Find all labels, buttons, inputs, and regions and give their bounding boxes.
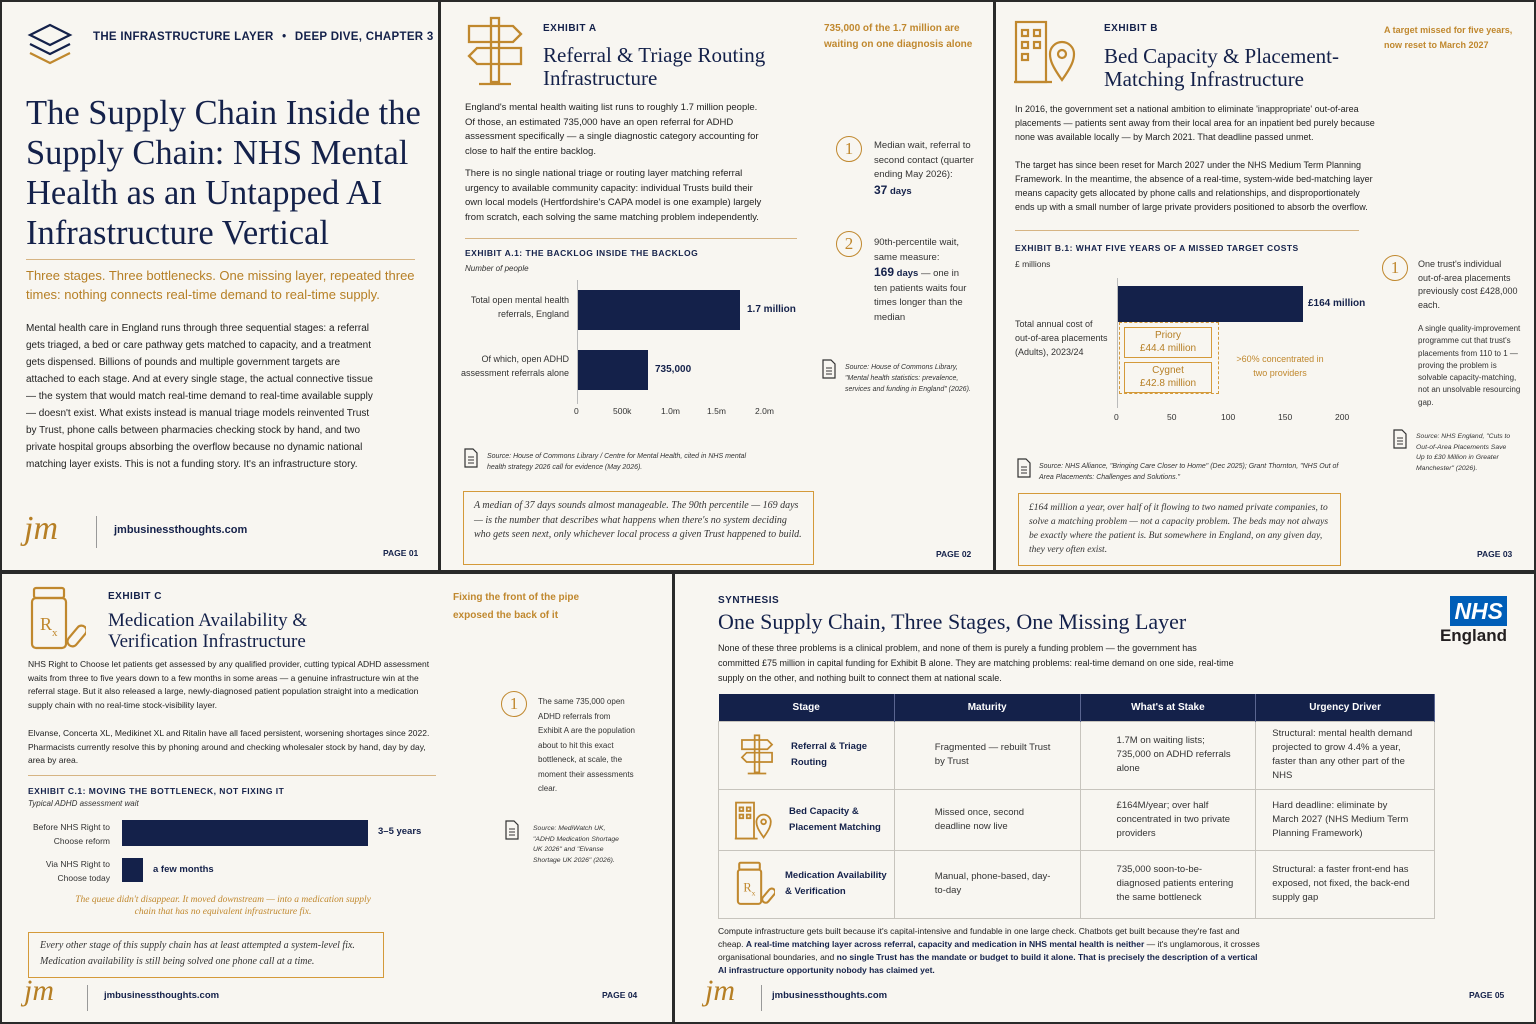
chart-bar-value-label: a few months <box>153 864 214 875</box>
synthesis-intro: None of these three problems is a clinical problem, and none of them is purely a funding problem — the government has committed £75 million in capital funding for Exhibit B alone. They are matching problems: real-time demand on one side, real-time supply on the other, and nothing built to connect them at national scale. <box>718 643 1234 683</box>
exhibit-paragraph-1: In 2016, the government set a national ambition to eliminate 'inappropriate' out-of-area placements — patients sent away from their local area for an inpatient bed purely because none was available locally — by March 2021. That deadline passed unmet. <box>1015 104 1375 142</box>
article-subtitle: Three stages. Three bottlenecks. One missing layer, repeated three times: nothing connects real-time demand to real-time supply. <box>26 268 415 302</box>
layers-logo-icon <box>26 22 74 68</box>
exhibit-paragraph-1: NHS Right to Choose let patients get assessed by any qualified provider, cutting typical ADHD assessment waits from three to five years down to a few months in some areas — a genuine infrastructure win at the referral stage. But it also released a large, newly-diagnosed patient population straight into a medication supply chain with no real-time stock-visibility layer. <box>28 659 430 710</box>
x-tick: 50 <box>1167 412 1177 422</box>
document-icon <box>821 359 837 379</box>
exhibit-title: Medication Availability & Verification Infrastructure <box>108 610 308 652</box>
table-header: Maturity <box>894 694 1080 721</box>
stage-cell <box>719 850 895 918</box>
table-header: Urgency Driver <box>1256 694 1435 721</box>
stat-number-badge: 2 <box>836 231 862 257</box>
intro-body: Mental health care in England runs through three sequential stages: a referral gets triaged, a bed or care pathway gets matched to capacity, and a treatment gets dispensed. Billions of pounds and multiple government targets are attached to each stage. And at every single stage, the actual connective tissue — the system that would match real-time demand to real-time available supply — doesn't exist. What exists instead is manual triage models reinvented Trust by Trust, phone calls between pharmacies checking stock by hand, and two private hospital groups absorbing the overflow because no dynamic national matching layer exists. This is not a funding story. It's an infrastructure story. <box>26 323 373 470</box>
signpost-icon <box>463 14 527 90</box>
stat-number-badge: 1 <box>836 136 862 162</box>
table-header: Stage <box>719 694 895 721</box>
synthesis-kicker: SYNTHESIS <box>718 595 780 606</box>
nhs-logo-text: England <box>1439 626 1507 645</box>
chart-bar-total <box>578 290 740 330</box>
stat-value: 169 <box>874 265 895 279</box>
stat-more: A single quality-improvement programme cut that trust's placements from 110 to 1 — proving the problem is solvable capacity-matching, not an unsolvable resourcing gap. <box>1418 324 1521 407</box>
margin-note: Fixing the front of the pipe exposed the back of it <box>453 592 580 621</box>
exhibit-paragraph-1: England's mental health waiting list runs to roughly 1.7 million people. Of those, an estimated 735,000 have an open referral for ADHD assessment specifically — a single diagnostic category accounting for close to half the entire backlog. <box>465 102 759 157</box>
x-tick: 200 <box>1335 412 1350 422</box>
chart-bar-total-cost <box>1118 286 1303 322</box>
chart-bar-adhd <box>578 350 648 390</box>
chart-bar-value-label: 3–5 years <box>378 826 422 837</box>
page-number: PAGE 03 <box>1477 549 1513 559</box>
breakdown-cygnet <box>1124 362 1212 393</box>
stake-cell: 1.7M on waiting lists; 735,000 on ADHD referrals alone <box>1080 721 1256 789</box>
urgency-cell: Structural: mental health demand projected to grow 4.4% a year, faster than any other part of the NHS <box>1256 721 1435 789</box>
jm-signature-logo: jm <box>705 974 735 1007</box>
exhibit-kicker: EXHIBIT A <box>543 23 597 34</box>
closing-plain: Compute infrastructure gets built because it's capital-intensive and fundable in one large check. Chatbots get built because they're fast and cheap. <box>718 926 1240 949</box>
svg-text:x: x <box>751 888 756 898</box>
table-row <box>719 850 1435 918</box>
chart-title: EXHIBIT A.1: THE BACKLOG INSIDE THE BACKLOG <box>465 248 699 258</box>
stat-text: 90th-percentile wait, same measure: <box>874 237 960 263</box>
stat-1: One trust's individual out-of-area placements previously cost £428,000 each. <box>1418 259 1518 310</box>
x-tick: 1.0m <box>661 406 680 416</box>
signpost-icon <box>735 733 779 777</box>
stage-cell <box>719 721 895 789</box>
pull-quote: A median of 37 days sounds almost manageable. The 90th percentile — 169 days — is the number that describes what happens when there's no system deciding who gets seen next, only whichever local process a given Trust happened to build. <box>463 491 814 565</box>
chart-caption: The queue didn't disappear. It moved downstream — into a medication supply chain that has no equivalent infrastructure fix. <box>75 895 371 917</box>
table-row <box>719 721 1435 789</box>
chart-source: Source: NHS Alliance, "Bringing Care Closer to Home" (Dec 2025); Grant Thornton, "NHS Out of Area Placements: Challenges and Solutions." <box>1039 463 1339 481</box>
stat-1: The same 735,000 open ADHD referrals from Exhibit A are the population about to hit this exact bottleneck, at scale, the moment their assessments clear. <box>538 697 635 793</box>
x-tick: 2.0m <box>755 406 774 416</box>
x-tick: 500k <box>613 406 632 416</box>
website-link[interactable]: jmbusinessthoughts.com <box>114 524 248 536</box>
page-number: PAGE 01 <box>383 548 419 558</box>
stage-name: Bed Capacity & Placement Matching <box>789 805 881 833</box>
exhibit-paragraph-2: There is no single national triage or routing layer matching referral urgency to available community capacity: individual Trusts build their own local models (Hertfordshire's CAPA model is one example) largely from scratch, each solving the same matching problem independently. <box>465 168 762 223</box>
maturity-cell: Fragmented — rebuilt Trust by Trust <box>894 721 1080 789</box>
article-title: The Supply Chain Inside the Supply Chain: NHS Mental Health as an Untapped AI Infrastructure Vertical <box>26 94 421 252</box>
stat-unit: days <box>890 185 912 197</box>
closing-bold: no single Trust has the mandate or budget to build it alone. That is precisely the description of a vertical AI infrastructure opportunity nobody has claimed yet. <box>718 952 1258 975</box>
chart-subtitle: Number of people <box>465 264 529 273</box>
stat-number-badge: 1 <box>501 691 527 717</box>
chart-category-label: Total annual cost of out-of-area placements (Adults), 2023/24 <box>1015 319 1108 357</box>
urgency-cell: Hard deadline: eliminate by March 2027 (NHS Medium Term Planning Framework) <box>1256 789 1435 850</box>
margin-note: A target missed for five years, now reset to March 2027 <box>1384 25 1513 50</box>
table-row <box>719 789 1435 850</box>
svg-text:R: R <box>743 880 752 895</box>
chart-bar-value-label: 735,000 <box>655 364 692 375</box>
pill-bottle-icon <box>28 584 86 654</box>
chart-bar-value-label: 1.7 million <box>747 304 796 315</box>
jm-signature-logo: jm <box>24 974 54 1007</box>
maturity-cell: Missed once, second deadline now live <box>894 789 1080 850</box>
stat-1 <box>874 139 974 199</box>
stake-cell: 735,000 soon-to-be-diagnosed patients entering the same bottleneck <box>1080 850 1256 918</box>
chart-category-label: Total open mental health referrals, England <box>470 295 569 319</box>
chart-title: EXHIBIT B.1: WHAT FIVE YEARS OF A MISSED TARGET COSTS <box>1015 243 1299 253</box>
nhs-logo-box: NHS <box>1450 596 1507 626</box>
chart-subtitle: £ millions <box>1015 259 1051 269</box>
side-source: Source: MediWatch UK, "ADHD Medication Shortage UK 2026" and "Elvanse Shortage UK 2026" (2026). <box>533 825 619 864</box>
stat-2 <box>874 236 974 325</box>
exhibit-kicker: EXHIBIT B <box>1104 23 1158 34</box>
exhibit-paragraph-2: Elvanse, Concerta XL, Medikinet XL and Ritalin have all faced persistent, worsening shortages since 2022. Pharmacists currently resolve this by phoning around and checking wholesaler stock by hand, day by day, area by area. <box>28 728 430 765</box>
chart-category-label: Of which, open ADHD assessment referrals alone <box>460 354 569 378</box>
page-05 <box>675 574 1534 1022</box>
provider-name: Cygnet <box>1152 365 1184 376</box>
page-04 <box>2 574 672 1022</box>
margin-note: 735,000 of the 1.7 million are waiting on one diagnosis alone <box>824 23 973 50</box>
x-tick: 150 <box>1278 412 1293 422</box>
stage-cell <box>719 789 895 850</box>
chart-category-label: Via NHS Right to Choose today <box>45 859 110 883</box>
stage-name: Medication Availability & Verification <box>785 870 887 897</box>
chart-title: EXHIBIT C.1: MOVING THE BOTTLENECK, NOT FIXING IT <box>28 786 285 796</box>
separator-dot: • <box>282 31 287 43</box>
stat-number-badge: 1 <box>1382 255 1408 281</box>
chart-bar-value-label: £164 million <box>1308 298 1366 309</box>
stage-name: Referral & Triage Routing <box>791 741 868 768</box>
stat-unit: days <box>896 268 919 279</box>
concentration-annotation: >60% concentrated in two providers <box>1236 354 1324 378</box>
table-header: What's at Stake <box>1080 694 1256 721</box>
page-number: PAGE 02 <box>936 549 972 559</box>
page-02 <box>441 2 993 570</box>
side-source: Source: House of Commons Library, "Mental health statistics: prevalence, services and funding in England" (2026). <box>845 364 971 393</box>
maturity-cell: Manual, phone-based, day-to-day <box>894 850 1080 918</box>
document-icon <box>463 448 479 468</box>
pill-bottle-icon <box>735 860 775 908</box>
chart-category-label: Before NHS Right to Choose reform <box>32 822 110 846</box>
website-link[interactable]: jmbusinessthoughts.com <box>104 990 220 1001</box>
side-source: Source: NHS England, "Cuts to Out-of-Area Placements Save Up to £30 Million in Greater Manchester" (2026). <box>1416 433 1511 472</box>
chapter-label: DEEP DIVE, CHAPTER 3 <box>294 31 434 43</box>
stake-cell: £164M/year; over half concentrated in two private providers <box>1080 789 1256 850</box>
exhibit-paragraph-2: The target has since been reset for March 2027 under the NHS Medium Term Planning Framework. In the meantime, the absence of a real-time, system-wide bed-matching layer means capacity gets allocated by phone calls and relationships, and disproportionately ends up with a small number of large private providers positioned to absorb the overflow. <box>1015 160 1373 212</box>
jm-signature-logo: jm <box>24 510 58 547</box>
page-01 <box>2 2 438 570</box>
x-tick: 1.5m <box>707 406 726 416</box>
chart-source: Source: House of Commons Library / Centre for Mental Health, cited in NHS mental health strategy 2026 call for evidence (May 2026). <box>487 453 747 471</box>
chart-bar-before <box>122 820 368 846</box>
stat-value: 37 <box>874 182 888 197</box>
exhibit-c1-chart <box>122 818 422 888</box>
series-name: THE INFRASTRUCTURE LAYER <box>93 31 274 43</box>
x-tick: 0 <box>574 406 579 416</box>
x-tick: 0 <box>1114 412 1119 422</box>
chart-x-ticks <box>574 406 774 418</box>
svg-text:x: x <box>52 627 58 639</box>
chart-subtitle: Typical ADHD assessment wait <box>28 799 139 808</box>
page-03 <box>996 2 1534 570</box>
stat-tail: — one in ten patients waits four times longer than the median <box>874 268 967 323</box>
closing-paragraph <box>718 925 1263 977</box>
exhibit-title: Referral & Triage Routing Infrastructure <box>543 43 766 90</box>
pull-quote: Every other stage of this supply chain has at least attempted a system-level fix. Medication availability is still being solved one phone call at a time. <box>28 932 384 978</box>
pull-quote: £164 million a year, over half of it flowing to two named private companies, to solve a matching problem — not a capacity problem. The beds may not always be exactly where the patient is. But somewhere in England, on any given day, they very often exist. <box>1018 493 1341 566</box>
closing-bold: A real-time matching layer across referral, capacity and medication in NHS mental health is neither <box>745 939 1145 949</box>
provider-value: £44.4 million <box>1139 342 1197 354</box>
chart-x-ticks <box>1114 412 1357 424</box>
document-icon <box>1016 458 1032 478</box>
synthesis-table <box>718 694 1435 919</box>
document-icon <box>504 820 520 840</box>
exhibit-kicker: EXHIBIT C <box>108 591 162 602</box>
building-pin-icon <box>1012 16 1080 86</box>
page-number: PAGE 04 <box>602 990 638 1000</box>
exhibit-a1-chart <box>577 280 797 410</box>
chart-bar-today <box>122 858 143 882</box>
urgency-cell: Structural: a faster front-end has exposed, not fixed, the back-end supply gap <box>1256 850 1435 918</box>
x-tick: 100 <box>1221 412 1236 422</box>
stat-text: Median wait, referral to second contact (quarter ending May 2026): <box>874 140 974 180</box>
provider-value: £42.8 million <box>1139 377 1197 389</box>
nhs-england-logo <box>1427 596 1507 646</box>
website-link[interactable]: jmbusinessthoughts.com <box>772 990 888 1001</box>
exhibit-b1-chart <box>1117 278 1366 410</box>
closing-mid: — it's unglamorous, it crosses organisational boundaries, and <box>718 939 1260 962</box>
svg-text:R: R <box>40 614 53 634</box>
synthesis-title: One Supply Chain, Three Stages, One Missing Layer <box>718 609 1187 634</box>
page-number: PAGE 05 <box>1469 990 1505 1000</box>
provider-name: Priory <box>1154 330 1182 341</box>
building-pin-icon <box>733 799 775 841</box>
breakdown-priory <box>1124 327 1212 358</box>
exhibit-title: Bed Capacity & Placement-Matching Infrastructure <box>1104 44 1340 91</box>
document-icon <box>1392 429 1408 449</box>
